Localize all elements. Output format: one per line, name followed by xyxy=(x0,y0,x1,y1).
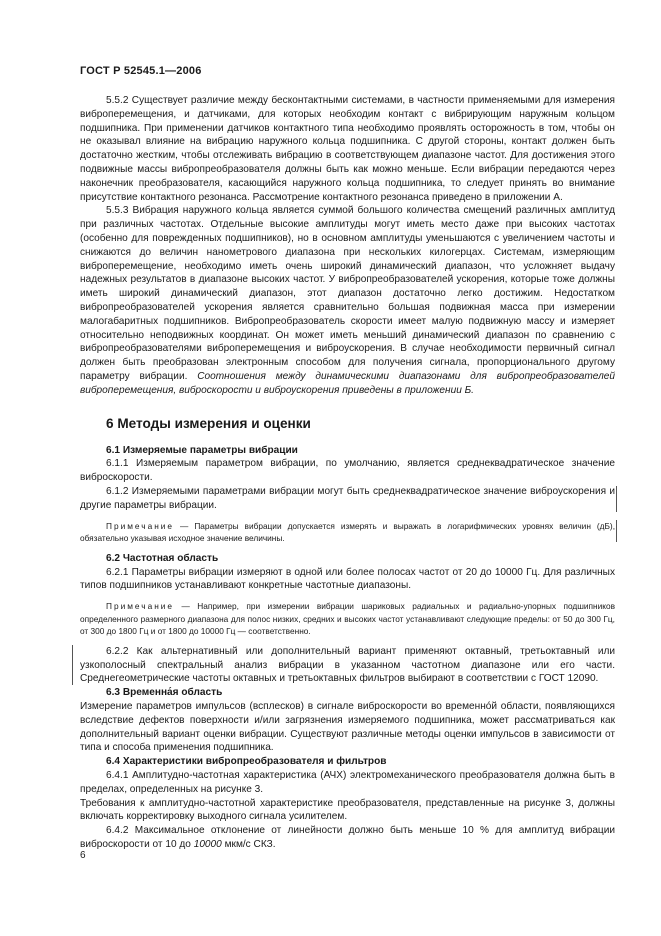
paragraph-6-4-1: 6.4.1 Амплитудно-частотная характеристика (АЧХ) электромеханического преобразователя должна быть в пределах, определенных на рисунке 3. xyxy=(80,770,615,795)
subsection-6-3-title: 6.3 Временна́я область xyxy=(106,687,223,699)
subsection-6-1-title: 6.1 Измеряемые параметры вибрации xyxy=(106,444,298,456)
paragraph-6-4-2 xyxy=(80,824,615,852)
paragraph-6-1-2: 6.1.2 Измеряемыми параметрами вибрации могут быть среднеквадратическое значение виброускорения и другие параметры вибрации. xyxy=(80,485,615,511)
note-label: Примечание xyxy=(106,520,175,531)
note-6-2 xyxy=(80,600,615,638)
paragraph-6-2-2: 6.2.2 Как альтернативный или дополнительный вариант применяют октавный, третьоктавный или узкополосный спектральный анализ вибрации в указанном частотном диапазоне или его части. Среднегеометрические частоты октавных и третьоктавных фильтров выбирают в соответствии с ГОСТ 12090. xyxy=(80,645,615,685)
subsection-6-2-title: 6.2 Частотная область xyxy=(106,552,219,564)
paragraph-5-5-3 xyxy=(80,204,615,397)
paragraph-6-1-1: 6.1.1 Измеряемым параметром вибрации, по умолчанию, является среднеквадратическое значение виброскорости. xyxy=(80,458,615,484)
paragraph-6-4-2-number: 10000 xyxy=(193,839,222,851)
note-text: — Например, при измерении вибрации шариковых радиальных и радиально-упорных подшипников определенного размерного диапазона для полос низких, средних и высоких частот устанавливают следующие пределы: от 50 до 300 Гц, от 300 до 1800 Гц и от 1800 до 10000 Гц — соответственно. xyxy=(80,601,615,637)
note-6-1 xyxy=(80,520,615,545)
paragraph-5-5-3-text: 5.5.3 Вибрация наружного кольца является суммой большого количества смещений различных амплитуд при различных частотах. Отдельные высокие амплитуды могут иметь место даже при высоких частотах (особенно для поврежденных подшипников), но в основном амплитуды уменьшаются с увеличением частоты и снижаются до величин нанометрового диапазона при нескольких килогерцах. Системам, измеряющим виброперемещение, необходимо иметь очень широкий динамический диапазон, что усложняет выдачу надежных результатов в диапазоне высоких частот. У вибропреобразователей ускорения, которые тоже должны иметь широкий динамический диапазон, этот диапазон достаточно легко достижим. Недостатком вибропреобразователей ускорения является сравнительно большая подвижная масса при измерении малогабаритных подшипников. Вибропреобразователь скорости имеет малую подвижную массу и измеряет относительно неподвижных координат. Он может иметь меньший динамический диапазон по сравнению с вибропреобразователями виброперемещения и виброускорения. В случае необходимости первичный сигнал должен быть преобразован электронным способом для получения сигнала, пропорционального другому параметру вибрации. xyxy=(80,205,615,382)
standard-header: ГОСТ Р 52545.1—2006 xyxy=(80,65,202,77)
paragraph-5-5-2: 5.5.2 Существует различие между бесконтактными системами, в частности применяемыми для измерения виброперемещения, и датчиками, для которых необходим контакт с вибрирующим наружным кольцом подшипника. При применении датчиков контактного типа необходимо проявлять осторожность в том, чтобы он не оказывал влияние на вибрацию наружного кольца подшипника. С другой стороны, контакт должен быть достаточно жестким, чтобы отслеживать вибрацию в соответствующем диапазоне частот. Для достижения этого подвижные массы вибропреобразователя должны быть как можно меньше. Если вибрации передаются через наконечник преобразователя, касающийся наружного кольца подшипника, то следует принять во внимание присутствие контактного резонанса. Рассмотрение контактного резонанса приведено в приложении А. xyxy=(80,95,615,203)
paragraph-6-4-2-text: 6.4.2 Максимальное отклонение от линейности должно быть меньше 10 % для амплитуд вибрации виброскорости от 10 до xyxy=(80,825,615,851)
page-body xyxy=(80,94,615,852)
page-number: 6 xyxy=(80,850,86,861)
change-bar-right xyxy=(616,486,617,512)
note-label: Примечание xyxy=(106,601,175,612)
change-bar-right xyxy=(616,520,617,542)
section-6-title: 6 Методы измерения и оценки xyxy=(106,415,311,431)
paragraph-6-4-2-unit: мкм/с СКЗ. xyxy=(221,839,276,851)
paragraph-5-5-3-italic: Соотношения между динамическими диапазонами для вибропреобразователей виброперемещения, виброскорости и виброускорения приведены в приложении Б. xyxy=(80,370,615,396)
paragraph-6-3: Измерение параметров импульсов (всплесков) в сигнале виброскорости во временно́й области, появляющихся вследствие дефектов поверхности и/или загрязнения измеряемого подшипника, может рассматриваться как дополнительный вариант оценки вибрации. Существуют различные методы оценки импульсов в зависимости от типа и способа применения подшипника. xyxy=(80,701,615,754)
change-bar-left xyxy=(72,645,73,685)
paragraph-6-4-1-b: Требования к амплитудно-частотной характеристике преобразователя, представленные на рисунке 3, должны включать корректировку выходного сигнала усилителем. xyxy=(80,797,615,823)
paragraph-6-2-1: 6.2.1 Параметры вибрации измеряют в одной или более полосах частот от 20 до 10000 Гц. Для различных типов подшипников устанавливают конкретные частотные диапазоны. xyxy=(80,566,615,592)
note-text: — Параметры вибрации допускается измерять и выражать в логарифмических уровнях величин (дБ), обязательно указывая исходное значение величины. xyxy=(80,520,616,544)
subsection-6-4-title: 6.4 Характеристики вибропреобразователя и фильтров xyxy=(106,756,387,768)
